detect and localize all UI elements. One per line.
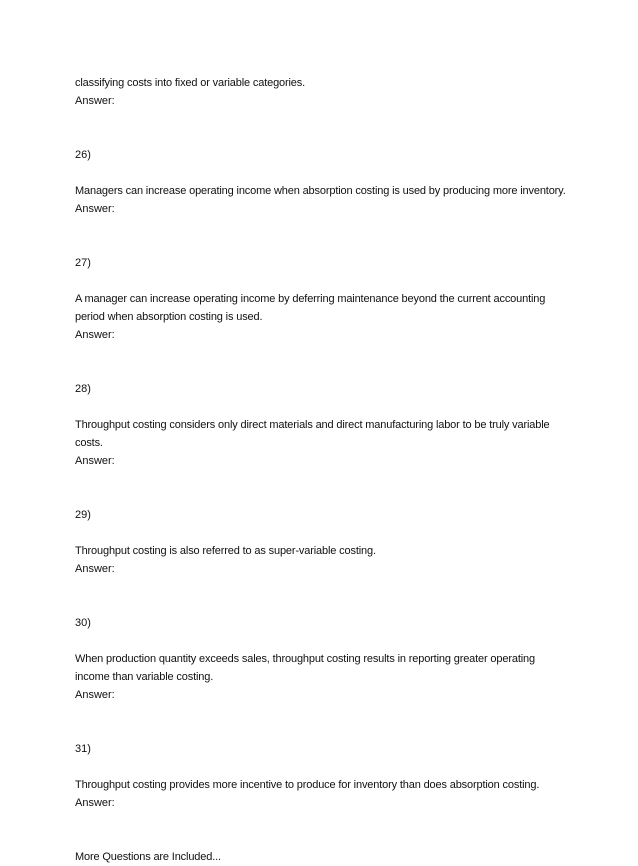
answer-label: Answer: xyxy=(75,95,115,107)
intro-text: classifying costs into fixed or variable categories. xyxy=(75,77,306,89)
spacer xyxy=(75,470,575,506)
question-text: income than variable costing. xyxy=(75,671,214,683)
spacer xyxy=(75,344,575,380)
answer-label: Answer: xyxy=(75,563,115,575)
question-number: 27) xyxy=(75,257,91,269)
spacer xyxy=(75,272,575,290)
question-number: 31) xyxy=(75,743,91,755)
question-text: Managers can increase operating income when absorption costing is used by producing more inventory. xyxy=(75,185,566,197)
spacer xyxy=(75,704,575,740)
question-text: costs. xyxy=(75,437,103,449)
spacer xyxy=(75,164,575,182)
answer-label: Answer: xyxy=(75,329,115,341)
spacer xyxy=(75,524,575,542)
question-text: period when absorption costing is used. xyxy=(75,311,263,323)
answer-label: Answer: xyxy=(75,455,115,467)
spacer xyxy=(75,578,575,614)
answer-label: Answer: xyxy=(75,203,115,215)
question-text: When production quantity exceeds sales, throughput costing results in reporting greater operating xyxy=(75,653,535,665)
answer-label: Answer: xyxy=(75,689,115,701)
more-questions-note: More Questions are Included... xyxy=(75,851,221,863)
spacer xyxy=(75,758,575,776)
spacer xyxy=(75,812,575,848)
spacer xyxy=(75,110,575,146)
spacer xyxy=(75,632,575,650)
question-text: Throughput costing provides more incentive to produce for inventory than does absorption costing. xyxy=(75,779,540,791)
question-text: Throughput costing is also referred to as super-variable costing. xyxy=(75,545,376,557)
question-number: 26) xyxy=(75,149,91,161)
question-text: A manager can increase operating income by deferring maintenance beyond the current accounting xyxy=(75,293,546,305)
question-number: 28) xyxy=(75,383,91,395)
answer-label: Answer: xyxy=(75,797,115,809)
spacer xyxy=(75,398,575,416)
question-text: Throughput costing considers only direct materials and direct manufacturing labor to be truly variable xyxy=(75,419,550,431)
question-number: 30) xyxy=(75,617,91,629)
spacer xyxy=(75,218,575,254)
question-number: 29) xyxy=(75,509,91,521)
document-content xyxy=(75,74,575,866)
